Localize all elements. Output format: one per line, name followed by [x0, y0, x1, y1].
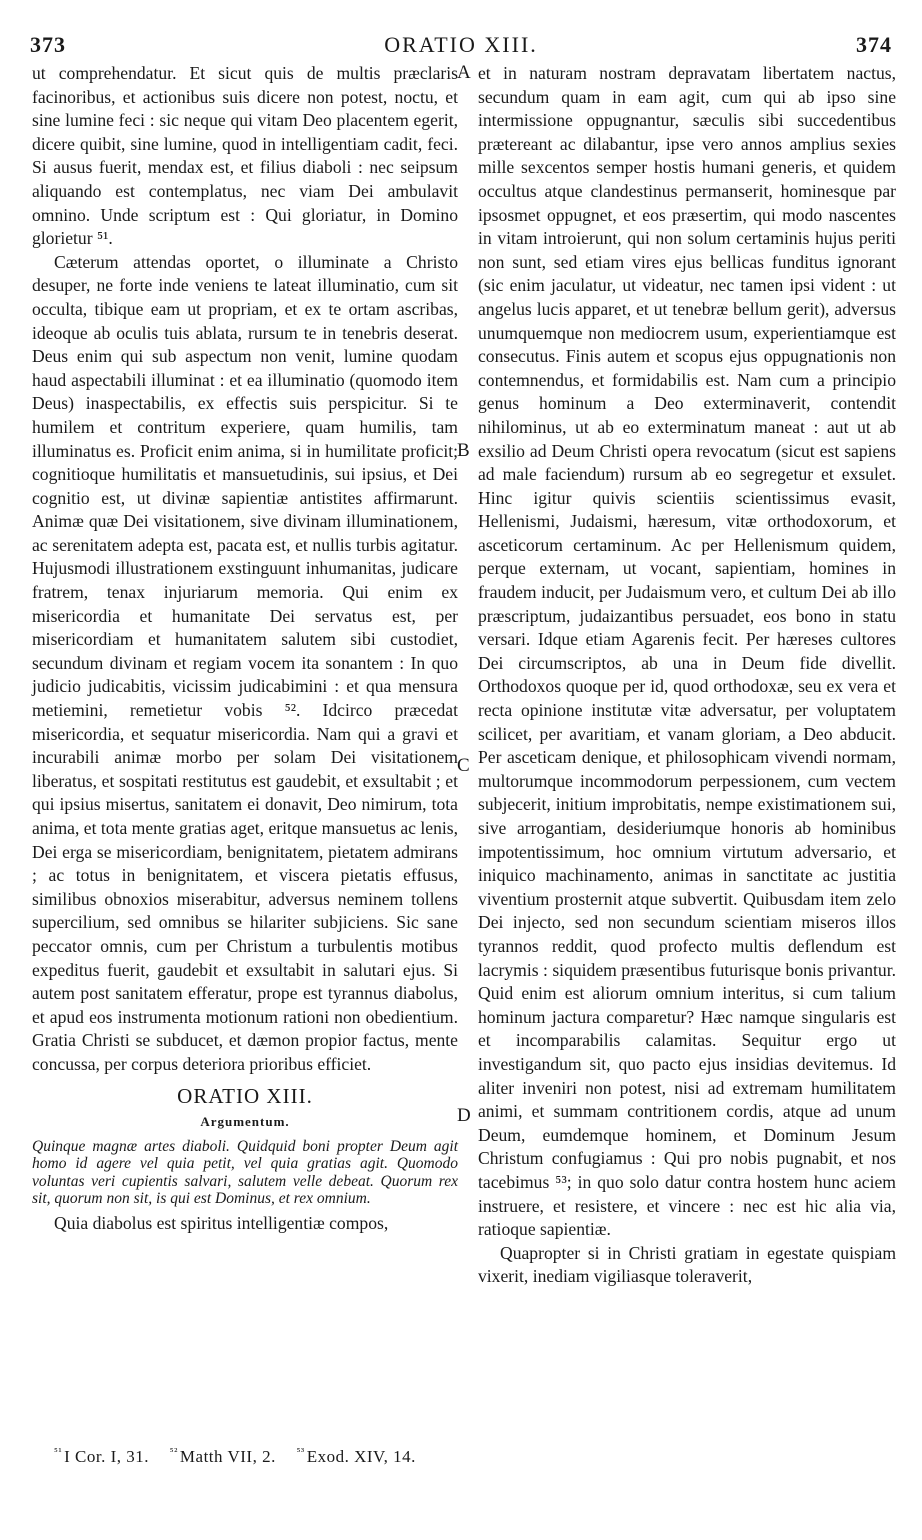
page-number-left: 373	[30, 32, 66, 57]
margin-letter-d: D	[457, 1105, 471, 1126]
footnotes	[54, 1446, 432, 1467]
page-header	[30, 32, 892, 58]
margin-letter-a: A	[457, 62, 471, 83]
right-paragraph-1: et in naturam nostram depravatam libertatem nactus, secundum quam in eam agit, cum qui ab ipso sine intermissione oppugnantur, sæculis sibi succedentibus prætereant ac dilabantur, ipse vero annos amplius sexies mille sexcentos semper hostis humani generis, et quidem occultus atque clandestinus permanserit, hominesque par ipsosmet oppugnet, et eos præsertim, qui modo nascentes in vitam introierunt, qui non solum certaminis hujus periti non sunt, sed etiam vires ejus bellicas funditus ignorant (sic enim jaculatur, ut videatur, nec tamen ipsi vident : ut angelus lucis apparet, et ut tenebræ bellum gerit), adversus unumquemque non mediocrem usum, experientiamque est consecutus. Finis autem et scopus ejus oppugnationis non contemnendus, et formidabilis est. Nam cum a principio genus hominum a Deo exterminaverit, contendit nihilominus, ut ab eo exterminatum maneat : aut ut ab exsilio ad Deum Christi opera revocatum (sicut est sapiens ad male faciendum) rursum ab eo segregetur et exsulet. Hinc igitur quivis scientiis scientissimus evasit, Hellenismi, Judaismi, hæresum, vitæ orthodoxorum, et asceticorum certaminum. Ac per Hellenismum quidem, perque externam, ut vocant, sapientiam, homines in fraudem inducit, per Judaismum vero, et cultum Dei ab illo præscriptum, judaizantibus persuadet, eos bono in statu versari. Idque etiam Agarenis fecit. Per hæreses cultores Dei circumscriptos, ab una in Deum fide divellit. Orthodoxos quoque per id, quod orthodoxæ, seu ex vera et recta opinione institutæ vitæ adversatur, per voluptatem scilicet, per avaritiam, et vanam gloriam, a Deo abducit. Per asceticam denique, et philosophicam vivendi normam, multorumque incommodorum perpessionem, cum vectem subjecerit, initium improbitatis, nempe existimationem sui, sive arrogantiam, desideriumque honoris ab hominibus impotentissimum, hoc omnium virtutum adversario, et iniquico machinamento, animas in sanctitate ac justitia viventium prosternit atque subvertit. Quibusdam item zelo Dei injecto, sed non secundum scientiam miseros illos tyrannos reddit, quod profecto multis deflendum est lacrymis : siquidem præsentibus futurisque bonis privantur. Quid enim est aliorum omnium interitus, si cum talium hominum jactura comparetur? Hæc namque singularis est et incomparabilis calamitas. Sequitur ergo ut investigandum sit, quo pacto ejus insidias devitemus. Id aliter inveniri non potest, nisi ad extremam humilitatem animi, et summam contritionem cordis, atque ad unum Deum, eumdemque hominem, et Dominum Jesum Christum confugiamus : Qui pro nobis pugnabit, et nos tacebimus ⁵³; in quo solo datur contra hostem hunc aciem instruere, et resistere, et vincere : nec est hic alia via, ratioque sapientiæ.	[478, 63, 896, 1240]
footnote-52: Matth VII, 2.	[179, 1446, 276, 1466]
argument-heading: Argumentum.	[200, 1114, 290, 1130]
left-paragraph-1: ut comprehendatur. Et sicut quis de multis præclaris facinoribus, et actionibus suis dicere non potest, noctu, et sine lumine feci : sic neque qui vitam Deo placentem egerit, dicere quibit, sine lumine, quod in intelligentiam cadit, feci. Si ausus fuerit, mendax est, et filius diaboli : nec seipsum aliquando est contemplatus, nec viam Dei ambulavit omnino. Unde scriptum est : Qui gloriatur, in Domino glorietur ⁵¹.	[32, 63, 458, 249]
footnote-mark-51: ⁵¹	[54, 1446, 63, 1458]
footnote-mark-52: ⁵²	[169, 1446, 178, 1458]
section-title: ORATIO XIII.	[177, 1083, 313, 1108]
right-paragraph-2: Quapropter si in Christi gratiam in egestate quispiam vixerit, inediam vigiliasque toleraverit,	[478, 1242, 896, 1287]
margin-letter-c: C	[457, 755, 470, 776]
footnote-53: Exod. XIV, 14.	[306, 1446, 416, 1466]
left-column	[32, 62, 458, 1235]
footnote-51: I Cor. I, 31.	[64, 1446, 150, 1466]
page-number-right: 374	[856, 32, 892, 57]
running-title: ORATIO XIII.	[384, 32, 538, 57]
margin-letter-b: B	[457, 440, 470, 461]
left-final-line: Quia diabolus est spiritus intelligentiæ compos,	[54, 1212, 389, 1233]
footnote-mark-53: ⁵³	[296, 1446, 305, 1458]
left-paragraph-2: Cæterum attendas oportet, o illuminate a Christo desuper, ne forte inde veniens te lateat illuminatio, cum sit occulta, tibique eam ut propriam, et ex te ortam ascribas, ideoque ab oculis tuis ablata, rursum te in tenebris deserat. Deus enim qui sub aspectum non venit, lumine quodam haud aspectabili illuminat : et ea illuminatio (quomodo item Deus) inaspectabilis, ex effectis suis perspicitur. Si te humilem et contritum experiere, quam humilis, tam illuminatus es. Proficit enim anima, si in humilitate proficit; cognitioque humilitatis et mansuetudinis, sui ipsius, et Dei cognitio est, ut divinæ sapientiæ antistites affirmarunt. Animæ quæ Dei visitationem, sive divinam illuminationem, ac serenitatem adepta est, pacata est, et nullis turbis agitatur. Hujusmodi illustrationem exstinguunt inhumanitas, judicare fratrem, tenax injuriarum memoria. Qui enim ex misericordia et humanitate Dei servatus est, per misericordiam et humanitatem salutem sibi custodiet, secundum divinam et regiam vocem ita sonantem : In quo judicio judicabitis, vicissim judicabimini : et qua mensura metiemini, remetietur vobis ⁵². Idcirco præcedat misericordia, et sequatur misericordia. Nam qui a gravi et incurabili animæ morbo per solam Dei visitationem liberatus, et sospitati restitutus est gaudebit, et exsultabit ; et qui ipsius misertus, sanitatem ei donavit, Deo nimirum, tota anima, et tota mente gratias aget, eritque mansuetus ac lenis, Dei erga se misericordiam, benignitatem, pietatem admirans ; ac totus in benignitatem, et viscera pietatis effusus, similibus obnoxios miserabitur, adversus neminem tollens supercilium, sed omnibus se hilariter subjiciens. Sic sane peccator omnis, cum per Christum a turbulentis motibus expeditus fuerit, gaudebit et exsultabit in salutari ejus. Si autem post sanitatem efferatur, prope est tyrannus diabolus, et apud eos instrumenta motionum rationi non obedientium. Gratia Christi se subducet, et dæmon propior factus, mente concussa, per corpus deteriora prioribus efficiet.	[32, 251, 459, 1074]
argument-text: Quinque magnæ artes diaboli. Quidquid boni propter Deum agit homo id agere vel quia petit, vel quia gratias agit. Quomodo voluntas veri cupientis salvari, salutem velle debeat. Quorum rex sit, quorum non sit, is qui est Dominus, et rex omnium.	[32, 1137, 458, 1208]
right-column	[478, 62, 896, 1289]
